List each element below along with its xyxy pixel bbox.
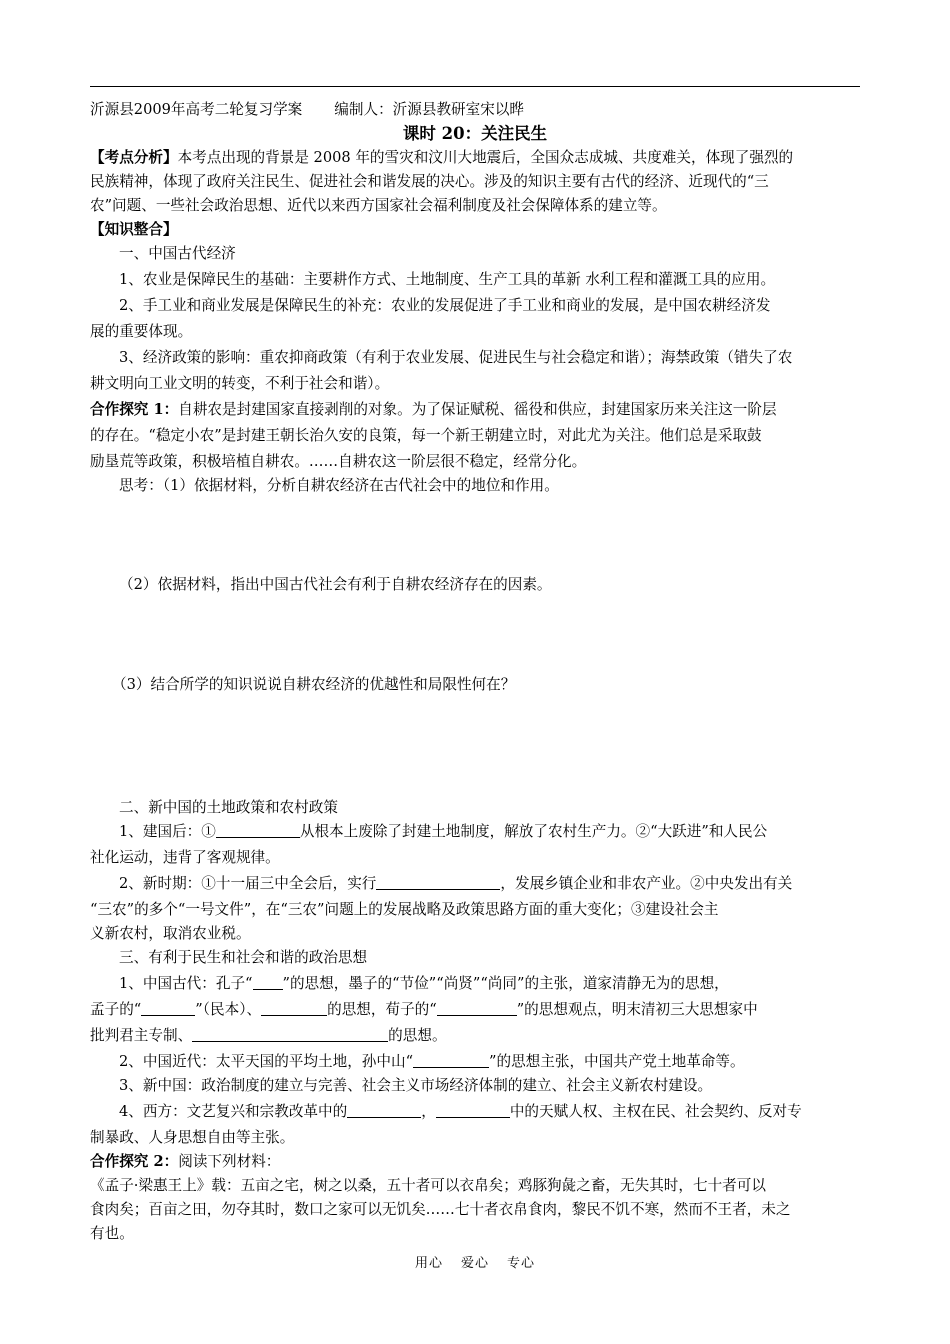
section2-p2: 2、新时期：①十一届三中全会后，实行 ，发展乡镇企业和非农产业。②中央发出有关: [119, 875, 793, 892]
intro-line-2: 民族精神，体现了政府关注民生、促进社会和谐发展的决心。涉及的知识主要有古代的经济、近现代的“三: [90, 173, 769, 190]
explore2-label: 合作探究 2：: [90, 1153, 179, 1170]
explore2-line: 合作探究 2：阅读下列材料：: [90, 1153, 281, 1170]
section3-p2: 2、中国近代：太平天国的平均土地，孙中山“ ”的思想主张，中国共产党土地革命等。: [119, 1053, 745, 1070]
section3-p1b: 孟子的“ ”（民本）、 的思想，荀子的“ ”的思想观点，明末清初三大思想家中: [90, 1001, 758, 1018]
answer-blank[interactable]: [347, 1102, 421, 1118]
doc-header: [90, 98, 870, 122]
explore1-line-2: 的存在。“稳定小农”是封建王朝长治久安的良策，每一个新王朝建立时，对此尤为关注。他们总是采取鼓: [90, 427, 762, 444]
explore1-line-3: 励垦荒等政策，积极培植自耕农。……自耕农这一阶层很不稳定，经常分化。: [90, 453, 587, 470]
footer-word: 专心: [507, 1256, 536, 1271]
explore2-quote-1: 《孟子·梁惠王上》载：五亩之宅，树之以桑，五十者可以衣帛矣；鸡豚狗彘之畜，无失其时，七十者可以: [90, 1177, 766, 1194]
explore2-quote-2: 食肉矣；百亩之田，勿夺其时，数口之家可以无饥矣……七十者衣帛食肉，黎民不饥不寒，然而不王者，未之: [90, 1201, 791, 1218]
section3-p1c: 批判君主专制、 的思想。: [90, 1027, 447, 1044]
intro-line-3: 农”问题、一些社会政治思想、近代以来西方国家社会福利制度及社会保障体系的建立等。: [90, 197, 667, 214]
header-left: 沂源县2009年高考二轮复习学案: [90, 101, 303, 118]
page-footer: [0, 1252, 950, 1271]
section3-p1a: 1、中国古代：孔子“ ”的思想，墨子的“节俭”“尚贤”“尚同”的主张，道家清静无为的思想，: [119, 975, 729, 992]
intro-tag: 【考点分析】: [90, 149, 178, 166]
answer-blank[interactable]: [261, 1000, 327, 1016]
section2-p1: 1、建国后：① 从根本上废除了封建土地制度，解放了农村生产力。②“大跃进”和人民公: [119, 823, 768, 840]
header-right: 编制人：沂源县教研室宋以晔: [334, 101, 525, 118]
section1-p2b: 展的重要体现。: [90, 323, 193, 340]
answer-blank[interactable]: [141, 1000, 195, 1016]
section2-p1b: 社化运动，违背了客观规律。: [90, 849, 280, 866]
section3-heading: 三、有利于民生和社会和谐的政治思想: [119, 949, 368, 966]
footer-word: 用心: [414, 1256, 443, 1271]
footer-word: 爱心: [460, 1256, 489, 1271]
section1-p1: 1、农业是保障民生的基础：主要耕作方式、土地制度、生产工具的革新 水利工程和灌溉工具的应用。: [119, 271, 776, 288]
section1-p3b: 耕文明向工业文明的转变，不利于社会和谐）。: [90, 375, 390, 392]
page-title: 课时 20：关注民生: [402, 124, 548, 143]
answer-blank[interactable]: [436, 1102, 510, 1118]
section1-p3a: 3、经济政策的影响：重农抑商政策（有利于农业发展、促进民生与社会稳定和谐）；海禁政策（错失了农: [119, 349, 793, 366]
section2-p2c: 义新农村，取消农业税。: [90, 925, 251, 942]
explore1-label: 合作探究 1：: [90, 401, 179, 418]
explore2-quote-3: 有也。: [90, 1225, 134, 1242]
explore1-question-3: （3）结合所学的知识说说自耕农经济的优越性和局限性何在？: [112, 676, 516, 693]
answer-blank[interactable]: [253, 974, 283, 990]
section3-p4: 4、西方：文艺复兴和宗教改革中的 ， 中的天赋人权、主权在民、社会契约、反对专: [119, 1103, 802, 1120]
section2-p2b: “三农”的多个“一号文件”，在“三农”问题上的发展战略及政策思路方面的重大变化；③建设社会主: [90, 901, 719, 918]
section1-heading: 一、中国古代经济: [119, 245, 236, 262]
explore1-line-1: 合作探究 1：自耕农是封建国家直接剥削的对象。为了保证赋税、徭役和供应，封建国家历来关注这一阶层: [90, 401, 777, 418]
answer-blank[interactable]: [413, 1052, 489, 1068]
section2-heading: 二、新中国的土地政策和农村政策: [119, 799, 338, 816]
answer-blank[interactable]: [376, 874, 500, 890]
answer-blank[interactable]: [216, 822, 300, 838]
explore1-question-2: （2）依据材料，指出中国古代社会有利于自耕农经济存在的因素。: [119, 576, 552, 593]
knowledge-heading: 【知识整合】: [90, 221, 178, 238]
intro-line-1: 【考点分析】本考点出现的背景是 2008 年的雪灾和汶川大地震后，全国众志成城、共度难关，体现了强烈的: [90, 149, 794, 166]
answer-blank[interactable]: [192, 1026, 388, 1042]
header-rule: [90, 86, 860, 87]
section3-p4b: 制暴政、人身思想自由等主张。: [90, 1129, 295, 1146]
answer-blank[interactable]: [437, 1000, 517, 1016]
section1-p2a: 2、手工业和商业发展是保障民生的补充：农业的发展促进了手工业和商业的发展，是中国农耕经济发: [119, 297, 771, 314]
explore1-question-1: 思考：（1）依据材料，分析自耕农经济在古代社会中的地位和作用。: [119, 477, 559, 494]
section3-p3: 3、新中国：政治制度的建立与完善、社会主义市场经济体制的建立、社会主义新农村建设。: [119, 1077, 713, 1094]
